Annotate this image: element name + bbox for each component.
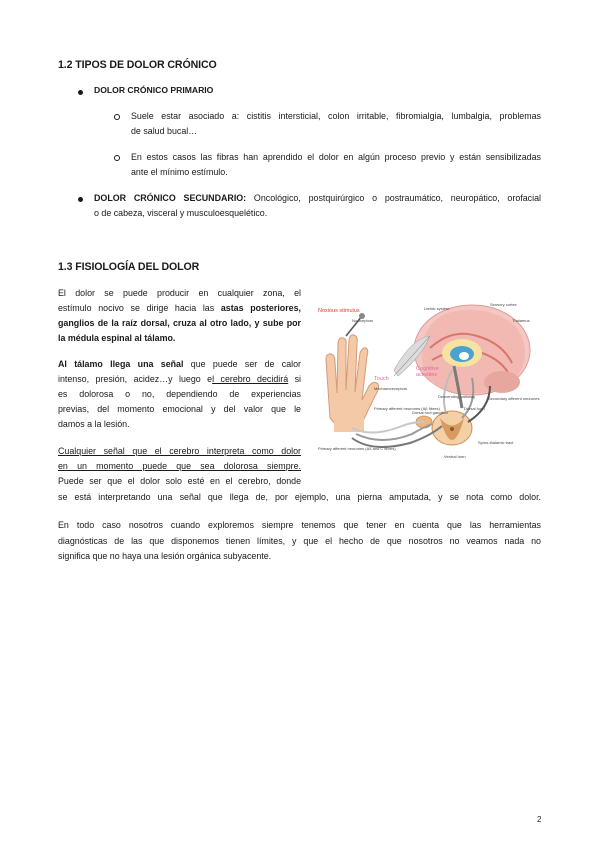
- section-heading-fisiologia: 1.3 FISIOLOGÍA DEL DOLOR: [58, 261, 200, 273]
- p1-bold: astas posteriores,: [220, 303, 301, 313]
- p2-line2: [58, 372, 301, 387]
- p2-line3: es dolorosa o no, dependiendo de experiencias: [58, 389, 301, 399]
- p3-underline: Cualquier señal que el cerebro interpreta como dolor: [58, 446, 301, 456]
- label-secondary-afferent: Secondary afferent neurones: [488, 396, 540, 401]
- secondary-text: Oncológico, postquirúrgico o postraumático, neuropático, orofacial: [246, 193, 541, 203]
- label-activities: activities: [416, 372, 438, 378]
- label-touch: Touch: [374, 376, 389, 382]
- label-sensory-cortex: Sensory cortex: [490, 302, 517, 307]
- label-thalamus: Thalamus: [512, 318, 530, 323]
- label-nociceptors: Nociceptors: [352, 318, 374, 323]
- p3-line4: se está interpretando una señal que llega de, por ejemplo, una pierna amputada, y se nota como dolor.: [58, 492, 541, 502]
- p1-line4: la médula espinal al tálamo.: [58, 333, 176, 343]
- pain-pathway-figure: [312, 298, 544, 468]
- p2-line4: previas, del momento emocional y del valor que le: [58, 404, 301, 414]
- p1-line2: [58, 301, 301, 316]
- secondary-line2: o de cabeza, visceral y musculoesquelético.: [94, 208, 268, 218]
- page-number: 2: [537, 815, 542, 824]
- p4-line3: significa que no haya una lesión orgánica subyacente.: [58, 551, 272, 561]
- label-dorsal-horn: Dorsal horn: [464, 406, 485, 411]
- label-cognitive: Cognitive: [416, 366, 439, 372]
- p3-underline: en un momento puede que sea dolorosa siempre.: [58, 461, 301, 471]
- label-spinothalamic: Spino-thalamic tract: [478, 440, 514, 445]
- label-noxious-stimulus: Noxious stimulus: [318, 308, 360, 314]
- p2-text: intenso, presión, acidez…y luego e: [58, 374, 213, 384]
- p2-bold: Al tálamo llega una señal: [58, 359, 184, 369]
- label-mechanoreceptors: Mechanoreceptors: [374, 386, 408, 391]
- p4-line2: diagnósticas de las que disponemos tienen límites, y que el hecho de que nosotros no veamos nada no: [58, 536, 541, 546]
- primary-item-2-line1: En estos casos las fibras han aprendido el dolor en algún proceso previo y están sensibilizadas: [131, 152, 541, 162]
- label-limbic-system: Limbic system: [424, 306, 450, 311]
- primary-item-1-line1: Suele estar asociado a: cistitis intersticial, colon irritable, fibromialgia, lumbalgia, problemas: [131, 111, 541, 121]
- label-ventral-horn: Ventral horn: [444, 454, 466, 459]
- primary-item-2-line2: ante el mínimo estímulo.: [131, 167, 228, 177]
- p2-text: si: [288, 374, 302, 384]
- label-descending-pathway: Descending pathway: [438, 394, 476, 399]
- p2-line1: [58, 357, 301, 372]
- p3-line3: Puede ser que el dolor solo esté en el cerebro, donde: [58, 476, 301, 486]
- p2-text: que puede ser de calor: [183, 359, 301, 369]
- p3-line2: [58, 459, 301, 474]
- p4-line1: En todo caso nosotros cuando exploremos siempre tenemos que tener en cuenta que las herramientas: [58, 520, 541, 530]
- label-primary-ad: Primary afferent neurones (Aδ and C fibres): [318, 446, 396, 451]
- secondary-title: DOLOR CRÓNICO SECUNDARIO:: [94, 193, 247, 203]
- p2-underline: l cerebro decidirá: [212, 374, 289, 384]
- secondary-line1: [94, 191, 541, 206]
- primary-title: DOLOR CRÓNICO PRIMARIO: [94, 85, 214, 95]
- p2-line5: damos a la lesión.: [58, 419, 130, 429]
- label-dorsal-root: Dorsal root ganglion: [412, 410, 448, 415]
- p3-line1: [58, 444, 301, 459]
- p1-text: estímulo nocivo se dirige hacia las: [58, 303, 221, 313]
- p1-line3: ganglios de la raíz dorsal, cruza al otro lado, y sube por: [58, 318, 301, 328]
- sub-bullet-icon: [114, 155, 120, 161]
- section-heading-tipos: 1.2 TIPOS DE DOLOR CRÓNICO: [58, 59, 217, 71]
- bullet-dot: [78, 197, 83, 202]
- sub-bullet-icon: [114, 114, 120, 120]
- label-primary-ab: Primary afferent neurones (Aβ fibres): [374, 406, 440, 411]
- primary-item-1-line2: de salud bucal…: [131, 126, 198, 136]
- bullet-dot: [78, 90, 83, 95]
- p1-line1: El dolor se puede producir en cualquier zona, el: [58, 288, 301, 298]
